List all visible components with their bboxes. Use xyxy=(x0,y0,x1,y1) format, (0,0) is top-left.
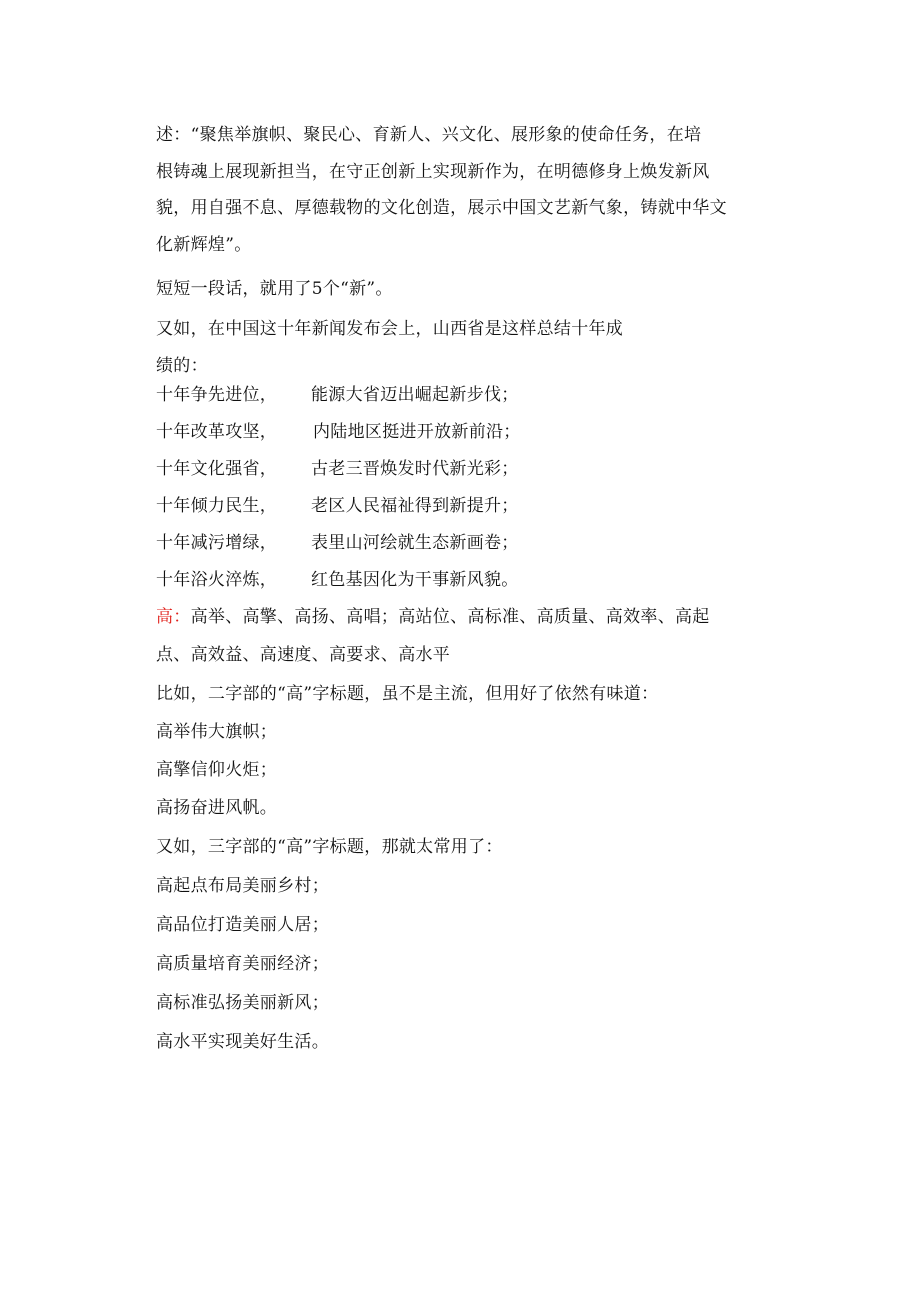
shanxi-item-right: 能源大省迈出崛起新步伐； xyxy=(311,385,519,405)
shanxi-list-item xyxy=(156,569,519,591)
shanxi-item-left: 十年倾力民生， xyxy=(156,496,278,516)
quote-line: 述：“聚焦举旗帜、聚民心、育新人、兴文化、展形象的使命任务，在培 xyxy=(156,125,702,145)
three-char-intro: 又如，三字部的“高”字标题，那就太常用了： xyxy=(156,837,503,857)
shanxi-list-item xyxy=(156,495,519,517)
two-char-example: 高擎信仰火炬； xyxy=(156,760,278,780)
shanxi-item-right: 内陆地区挺进开放新前沿； xyxy=(313,422,521,442)
three-char-example: 高质量培育美丽经济； xyxy=(156,954,329,974)
gao-section-line: 点、高效益、高速度、高要求、高水平 xyxy=(156,645,451,665)
note-five-new: 短短一段话，就用了5个“新”。 xyxy=(156,279,393,299)
quote-line: 貌，用自强不息、厚德载物的文化创造，展示中国文艺新气象，铸就中华文 xyxy=(156,198,727,218)
shanxi-item-left: 十年文化强省， xyxy=(156,459,278,479)
shanxi-item-right: 表里山河绘就生态新画卷； xyxy=(311,533,519,553)
quote-line: 化新辉煌”。 xyxy=(156,235,252,255)
two-char-example: 高举伟大旗帜； xyxy=(156,722,278,742)
shanxi-item-right: 老区人民福祉得到新提升； xyxy=(311,496,519,516)
shanxi-item-left: 十年减污增绿， xyxy=(156,533,278,553)
shanxi-item-right: 红色基因化为干事新风貌。 xyxy=(311,570,519,590)
three-char-example: 高品位打造美丽人居； xyxy=(156,915,329,935)
three-char-example: 高标准弘扬美丽新风； xyxy=(156,993,329,1013)
gao-section-line xyxy=(156,606,710,628)
shanxi-item-right: 古老三晋焕发时代新光彩； xyxy=(311,459,519,479)
shanxi-item-left: 十年改革攻坚， xyxy=(156,422,278,442)
shanxi-item-left: 十年浴火淬炼， xyxy=(156,570,278,590)
shanxi-item-left: 十年争先进位， xyxy=(156,385,278,405)
gao-label: 高： xyxy=(156,607,191,627)
two-char-example: 高扬奋进风帆。 xyxy=(156,798,278,818)
three-char-example: 高起点布局美丽乡村； xyxy=(156,876,329,896)
shanxi-list-item xyxy=(156,421,521,443)
shanxi-list-item xyxy=(156,532,519,554)
intro-shanxi: 绩的： xyxy=(156,356,208,376)
shanxi-list-item xyxy=(156,458,519,480)
two-char-intro: 比如，二字部的“高”字标题，虽不是主流，但用好了依然有味道： xyxy=(156,684,659,704)
gao-text: 高举、高擎、高扬、高唱；高站位、高标准、高质量、高效率、高起 xyxy=(190,607,710,627)
shanxi-list-item xyxy=(156,384,519,406)
three-char-example: 高水平实现美好生活。 xyxy=(156,1032,329,1052)
quote-line: 根铸魂上展现新担当，在守正创新上实现新作为，在明德修身上焕发新风 xyxy=(156,162,710,182)
intro-shanxi: 又如，在中国这十年新闻发布会上，山西省是这样总结十年成 xyxy=(156,319,624,339)
